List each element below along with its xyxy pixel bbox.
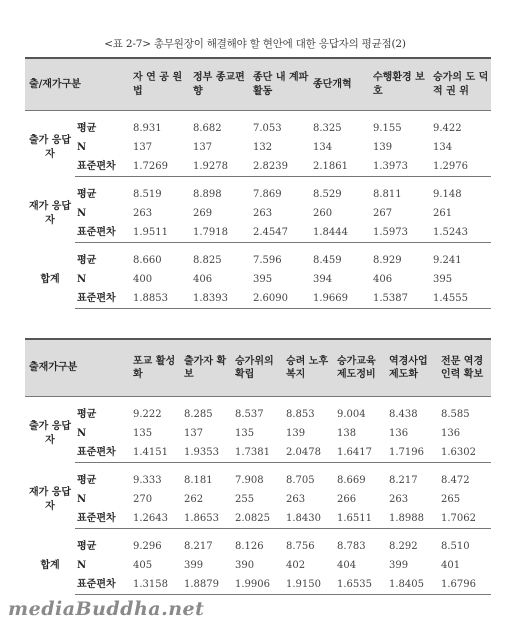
value-cell: 8.931 xyxy=(133,122,162,134)
column-header: 정부 종교편향 xyxy=(191,58,251,111)
value-cell: 8.217 xyxy=(389,474,418,486)
table-1 xyxy=(25,57,491,309)
value-cell: 132 xyxy=(253,141,273,153)
value-cell: 8.459 xyxy=(313,254,342,266)
table-2-body xyxy=(25,339,491,595)
table-caption: <표 2-7> 총무원장이 해결해야 할 현안에 대한 응답자의 평균점(2) xyxy=(104,38,406,50)
column-header: 출가자 확보 xyxy=(182,339,233,397)
value-cell: 1.5973 xyxy=(371,223,431,243)
value-cell: 1.4555 xyxy=(431,289,491,309)
value-cell: 2.6090 xyxy=(251,289,311,309)
corner-header: 출/재가구분 xyxy=(25,58,131,111)
value-cell: 138 xyxy=(337,427,357,439)
value-cell: 2.4547 xyxy=(251,223,311,243)
value-cell: 390 xyxy=(235,559,255,571)
value-cell: 8.537 xyxy=(235,408,264,420)
value-cell: 8.181 xyxy=(184,474,213,486)
value-cell: 1.8444 xyxy=(311,223,371,243)
value-cell: 2.8239 xyxy=(251,157,311,177)
stat-label: N xyxy=(77,207,87,219)
value-cell: 8.285 xyxy=(184,408,213,420)
corner-header: 출재가구분 xyxy=(25,339,131,397)
stat-label: 평균 xyxy=(77,408,97,420)
value-cell: 269 xyxy=(193,207,213,219)
value-cell: 400 xyxy=(133,273,153,285)
stat-label: 평균 xyxy=(77,540,97,552)
value-cell: 9.422 xyxy=(433,122,462,134)
table-row xyxy=(25,138,491,157)
value-cell: 8.853 xyxy=(286,408,315,420)
column-header: 자 연 공 원 법 xyxy=(131,58,191,111)
value-cell: 1.9906 xyxy=(233,575,284,595)
table-row xyxy=(25,119,491,138)
value-cell: 139 xyxy=(286,427,306,439)
column-header: 종단개혁 xyxy=(311,58,371,111)
value-cell: 1.8879 xyxy=(182,575,233,595)
value-cell: 394 xyxy=(313,273,333,285)
value-cell: 8.660 xyxy=(133,254,162,266)
column-header: 포교 활성화 xyxy=(131,339,182,397)
watermark-logo: mediaBuddha.net xyxy=(8,598,205,620)
value-cell: 1.3158 xyxy=(131,575,182,595)
value-cell: 7.053 xyxy=(253,122,282,134)
value-cell: 8.825 xyxy=(193,254,222,266)
value-cell: 1.9150 xyxy=(284,575,335,595)
stat-label: 표준편차 xyxy=(75,575,131,595)
value-cell: 1.8393 xyxy=(191,289,251,309)
value-cell: 1.6417 xyxy=(335,443,387,463)
value-cell: 1.7196 xyxy=(387,443,439,463)
value-cell: 399 xyxy=(389,559,409,571)
value-cell: 2.1861 xyxy=(311,157,371,177)
value-cell: 1.9353 xyxy=(182,443,233,463)
stat-label: N xyxy=(77,273,87,285)
value-cell: 1.9278 xyxy=(191,157,251,177)
value-cell: 2.0478 xyxy=(284,443,335,463)
group-label: 출가 응답자 xyxy=(28,135,72,160)
value-cell: 8.783 xyxy=(337,540,366,552)
table-row xyxy=(25,471,491,490)
table-row xyxy=(25,509,491,529)
table-row xyxy=(25,270,491,289)
value-cell: 1.2643 xyxy=(131,509,182,529)
value-cell: 8.929 xyxy=(373,254,402,266)
table-row xyxy=(25,251,491,270)
spacer-cell xyxy=(25,463,491,472)
table-row xyxy=(25,405,491,424)
value-cell: 8.472 xyxy=(441,474,470,486)
value-cell: 135 xyxy=(133,427,153,439)
value-cell: 9.155 xyxy=(373,122,402,134)
value-cell: 9.296 xyxy=(133,540,162,552)
value-cell: 395 xyxy=(433,273,453,285)
value-cell: 7.869 xyxy=(253,188,282,200)
value-cell: 1.8988 xyxy=(387,509,439,529)
value-cell: 8.898 xyxy=(193,188,222,200)
group-spacer xyxy=(25,529,491,538)
table-2 xyxy=(25,338,491,595)
stat-label: 평균 xyxy=(77,474,97,486)
table-row xyxy=(25,443,491,463)
value-cell: 265 xyxy=(441,493,461,505)
value-cell: 266 xyxy=(337,493,357,505)
value-cell: 1.7062 xyxy=(439,509,491,529)
stat-label: 표준편차 xyxy=(75,157,131,177)
value-cell: 1.5243 xyxy=(431,223,491,243)
value-cell: 1.6796 xyxy=(439,575,491,595)
value-cell: 261 xyxy=(433,207,453,219)
value-cell: 136 xyxy=(389,427,409,439)
value-cell: 263 xyxy=(286,493,306,505)
value-cell: 1.9511 xyxy=(131,223,191,243)
group-spacer xyxy=(25,177,491,186)
value-cell: 8.811 xyxy=(373,188,402,200)
value-cell: 1.8405 xyxy=(387,575,439,595)
group-label: 출가 응답자 xyxy=(28,421,72,446)
value-cell: 1.6511 xyxy=(335,509,387,529)
stat-label: N xyxy=(77,559,87,571)
value-cell: 137 xyxy=(193,141,213,153)
table-row xyxy=(25,185,491,204)
table-row xyxy=(25,490,491,509)
table-row xyxy=(25,556,491,575)
header-row xyxy=(25,339,491,397)
group-spacer xyxy=(25,397,491,406)
value-cell: 8.292 xyxy=(389,540,418,552)
stat-label: N xyxy=(77,141,87,153)
column-header: 역경사업 제도화 xyxy=(387,339,439,397)
value-cell: 1.8853 xyxy=(131,289,191,309)
stat-label: 평균 xyxy=(77,254,97,266)
value-cell: 8.756 xyxy=(286,540,315,552)
table-row xyxy=(25,204,491,223)
spacer-cell xyxy=(25,529,491,538)
header-row xyxy=(25,58,491,111)
group-spacer xyxy=(25,463,491,472)
group-spacer xyxy=(25,243,491,252)
group-label: 합계 xyxy=(40,560,60,571)
spacer-cell xyxy=(25,177,491,186)
value-cell: 137 xyxy=(184,427,204,439)
value-cell: 399 xyxy=(184,559,204,571)
value-cell: 8.669 xyxy=(337,474,366,486)
value-cell: 8.585 xyxy=(441,408,470,420)
group-label: 재가 응답자 xyxy=(28,201,72,226)
column-header: 전문 역경 인력 확보 xyxy=(439,339,491,397)
value-cell: 8.438 xyxy=(389,408,418,420)
value-cell: 134 xyxy=(313,141,333,153)
value-cell: 134 xyxy=(433,141,453,153)
value-cell: 1.7381 xyxy=(233,443,284,463)
value-cell: 1.5387 xyxy=(371,289,431,309)
value-cell: 9.222 xyxy=(133,408,162,420)
value-cell: 1.8653 xyxy=(182,509,233,529)
spacer-cell xyxy=(25,111,491,120)
value-cell: 406 xyxy=(193,273,213,285)
value-cell: 1.6535 xyxy=(335,575,387,595)
value-cell: 1.7269 xyxy=(131,157,191,177)
stat-label: 평균 xyxy=(77,122,97,134)
value-cell: 8.217 xyxy=(184,540,213,552)
value-cell: 395 xyxy=(253,273,273,285)
group-label: 합계 xyxy=(40,274,60,285)
value-cell: 8.682 xyxy=(193,122,222,134)
value-cell: 401 xyxy=(441,559,461,571)
spacer-cell xyxy=(25,243,491,252)
value-cell: 1.4151 xyxy=(131,443,182,463)
table-row xyxy=(25,424,491,443)
value-cell: 8.519 xyxy=(133,188,162,200)
stat-label: N xyxy=(77,427,87,439)
column-header: 승려 노후복지 xyxy=(284,339,335,397)
value-cell: 262 xyxy=(184,493,204,505)
table-row xyxy=(25,157,491,177)
table-row xyxy=(25,223,491,243)
value-cell: 8.126 xyxy=(235,540,264,552)
value-cell: 8.325 xyxy=(313,122,342,134)
column-header: 승가교육 제도정비 xyxy=(335,339,387,397)
table-1-body xyxy=(25,58,491,309)
value-cell: 8.529 xyxy=(313,188,342,200)
table-row xyxy=(25,575,491,595)
value-cell: 270 xyxy=(133,493,153,505)
stat-label: 표준편차 xyxy=(75,289,131,309)
value-cell: 267 xyxy=(373,207,393,219)
value-cell: 263 xyxy=(253,207,273,219)
value-cell: 7.596 xyxy=(253,254,282,266)
column-header: 승가의 도 덕 적 권 위 xyxy=(431,58,491,111)
column-header: 종단 내 계파활동 xyxy=(251,58,311,111)
table-row xyxy=(25,289,491,309)
group-spacer xyxy=(25,111,491,120)
stat-label: 표준편차 xyxy=(75,509,131,529)
stat-label: 평균 xyxy=(77,188,97,200)
value-cell: 405 xyxy=(133,559,153,571)
value-cell: 9.004 xyxy=(337,408,366,420)
group-label: 재가 응답자 xyxy=(28,487,72,512)
stat-label: 표준편차 xyxy=(75,443,131,463)
value-cell: 1.7918 xyxy=(191,223,251,243)
value-cell: 8.510 xyxy=(441,540,470,552)
value-cell: 1.2976 xyxy=(431,157,491,177)
value-cell: 2.0825 xyxy=(233,509,284,529)
value-cell: 1.3973 xyxy=(371,157,431,177)
value-cell: 136 xyxy=(441,427,461,439)
value-cell: 135 xyxy=(235,427,255,439)
value-cell: 9.333 xyxy=(133,474,162,486)
stat-label: N xyxy=(77,493,87,505)
value-cell: 404 xyxy=(337,559,357,571)
value-cell: 7.908 xyxy=(235,474,264,486)
value-cell: 402 xyxy=(286,559,306,571)
value-cell: 1.9669 xyxy=(311,289,371,309)
value-cell: 1.6302 xyxy=(439,443,491,463)
table-row xyxy=(25,537,491,556)
value-cell: 263 xyxy=(389,493,409,505)
value-cell: 137 xyxy=(133,141,153,153)
value-cell: 1.8430 xyxy=(284,509,335,529)
value-cell: 263 xyxy=(133,207,153,219)
value-cell: 8.705 xyxy=(286,474,315,486)
value-cell: 9.241 xyxy=(433,254,462,266)
value-cell: 139 xyxy=(373,141,393,153)
value-cell: 406 xyxy=(373,273,393,285)
value-cell: 260 xyxy=(313,207,333,219)
value-cell: 255 xyxy=(235,493,255,505)
stat-label: 표준편차 xyxy=(75,223,131,243)
column-header: 수행환경 보호 xyxy=(371,58,431,111)
column-header: 승가위의 확립 xyxy=(233,339,284,397)
spacer-cell xyxy=(25,397,491,406)
value-cell: 9.148 xyxy=(433,188,462,200)
